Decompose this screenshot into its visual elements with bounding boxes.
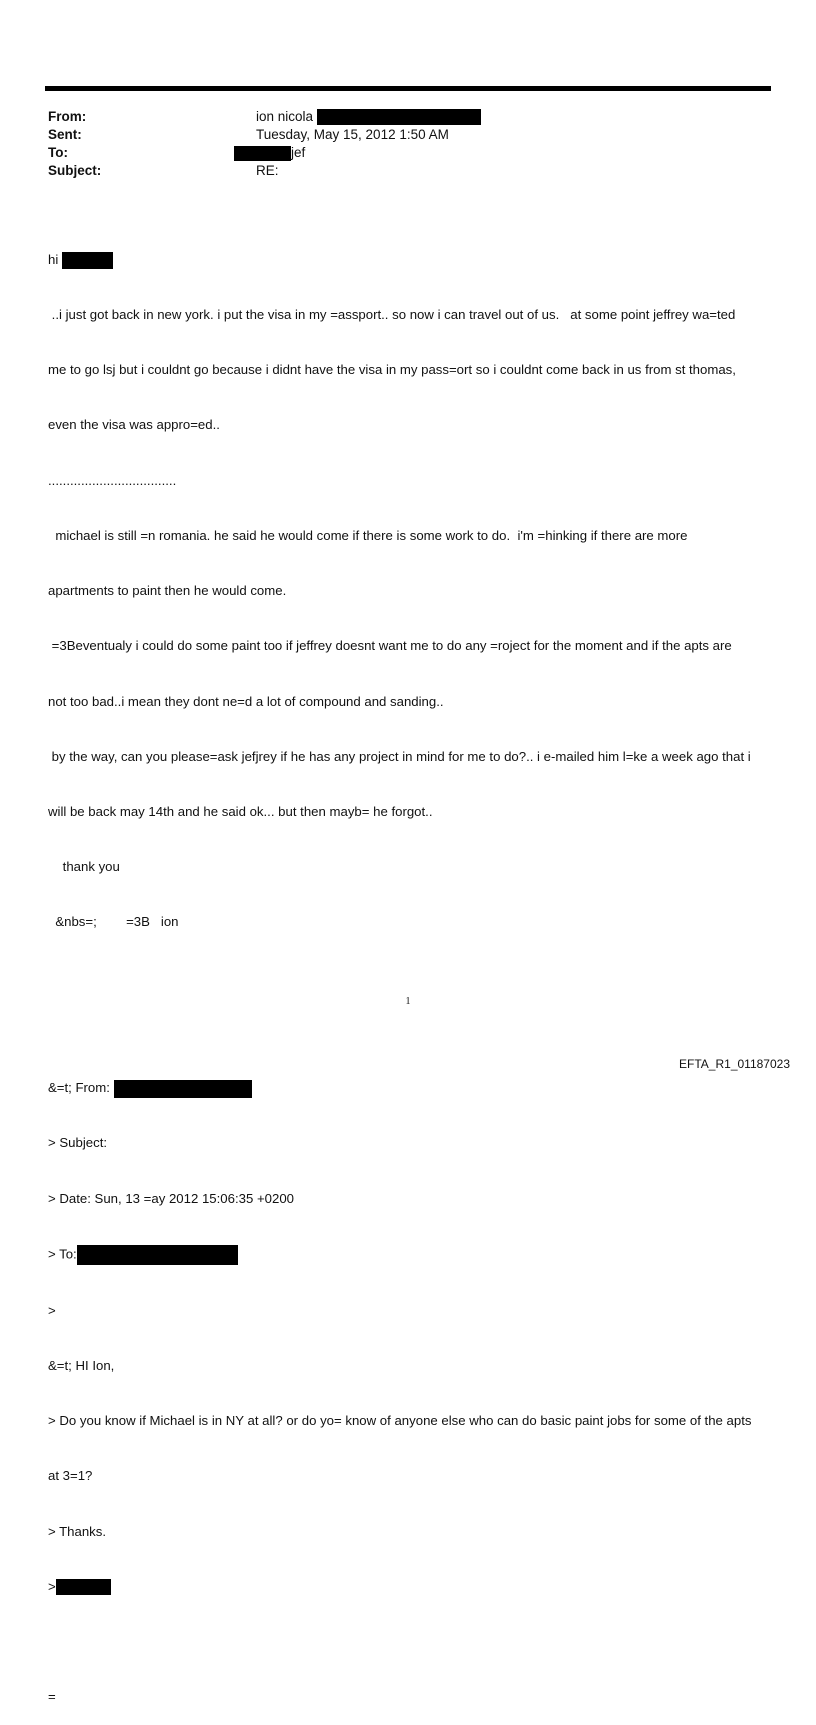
quoted-date-line: > Date: Sun, 13 =ay 2012 15:06:35 +0200	[48, 1190, 295, 1206]
quoted-thanks-line: > Thanks.	[48, 1523, 107, 1539]
quoted-body-line: at 3=1?	[48, 1468, 93, 1484]
quoted-from-line	[48, 1079, 773, 1098]
from-value	[256, 108, 481, 126]
page-number: 1	[405, 996, 411, 1007]
to-name: jef	[291, 145, 306, 160]
subject-row	[48, 162, 768, 180]
greeting-line	[48, 251, 773, 269]
redaction-block	[114, 1080, 252, 1098]
redaction-block	[317, 109, 481, 125]
subject-value: RE:	[256, 163, 279, 178]
quoted-sign-line	[48, 1578, 773, 1596]
redaction-block	[234, 146, 291, 161]
document-id: EFTA_R1_01187023	[679, 1057, 790, 1071]
body-line: thank you	[48, 859, 120, 875]
subject-label: Subject:	[48, 163, 102, 178]
sent-row	[48, 126, 768, 144]
quoted-subject-line: > Subject:	[48, 1135, 108, 1151]
body-line: &nbs=; =3B ion	[48, 914, 179, 930]
from-name: ion nicola	[256, 109, 314, 124]
blank-line	[48, 1633, 773, 1651]
body-line: me to go lsj but i couldnt go because i didnt have the visa in my pass=ort so i couldnt come back in us from st thomas,	[48, 362, 736, 378]
blank-line	[48, 1024, 773, 1042]
to-value	[234, 144, 305, 162]
quoted-to-line	[48, 1245, 773, 1265]
body-line: ..i just got back in new york. i put the visa in my =assport.. so now i can travel out of us. at some point jeffrey wa=ted	[48, 307, 736, 323]
greeting-text: hi	[48, 251, 59, 267]
header-rule	[45, 86, 771, 91]
body-line: ...................................	[48, 472, 177, 488]
redaction-block	[77, 1245, 238, 1265]
trailer-line: =	[48, 1689, 56, 1705]
body-line: not too bad..i mean they dont ne=d a lot of compound and sanding..	[48, 693, 444, 709]
quoted-to-text: > To:	[48, 1246, 77, 1262]
sent-value: Tuesday, May 15, 2012 1:50 AM	[256, 127, 449, 142]
quoted-body-line: > Do you know if Michael is in NY at all? or do yo= know of anyone else who can do basic paint jobs for some of the apts	[48, 1413, 752, 1429]
quoted-from-text: &=t; From:	[48, 1080, 110, 1096]
quoted-greeting-line: &=t; HI Ion,	[48, 1357, 115, 1373]
body-line: by the way, can you please=ask jefjrey if he has any project in mind for me to do?.. i e-mailed him l=ke a week ago that i	[48, 748, 751, 764]
from-label: From:	[48, 109, 87, 124]
to-label: To:	[48, 145, 68, 160]
body-line: will be back may 14th and he said ok... but then mayb= he forgot..	[48, 804, 433, 819]
quoted-sign-text: >	[48, 1578, 56, 1594]
body-line: michael is still =n romania. he said he would come if there is some work to do. i'm =hinking if there are more	[48, 527, 688, 543]
body-line: =3Beventualy i could do some paint too if jeffrey doesnt want me to do any =roject for the moment and if the apts are	[48, 638, 732, 654]
redaction-block	[62, 252, 113, 269]
from-row	[48, 108, 768, 126]
to-row	[48, 144, 768, 162]
redaction-block	[56, 1579, 111, 1595]
body-line: apartments to paint then he would come.	[48, 583, 287, 599]
sent-label: Sent:	[48, 127, 82, 142]
body-line: even the visa was appro=ed..	[48, 417, 220, 433]
quoted-blank-line: >	[48, 1302, 56, 1318]
blank-line	[48, 969, 773, 987]
email-body	[48, 214, 773, 1725]
